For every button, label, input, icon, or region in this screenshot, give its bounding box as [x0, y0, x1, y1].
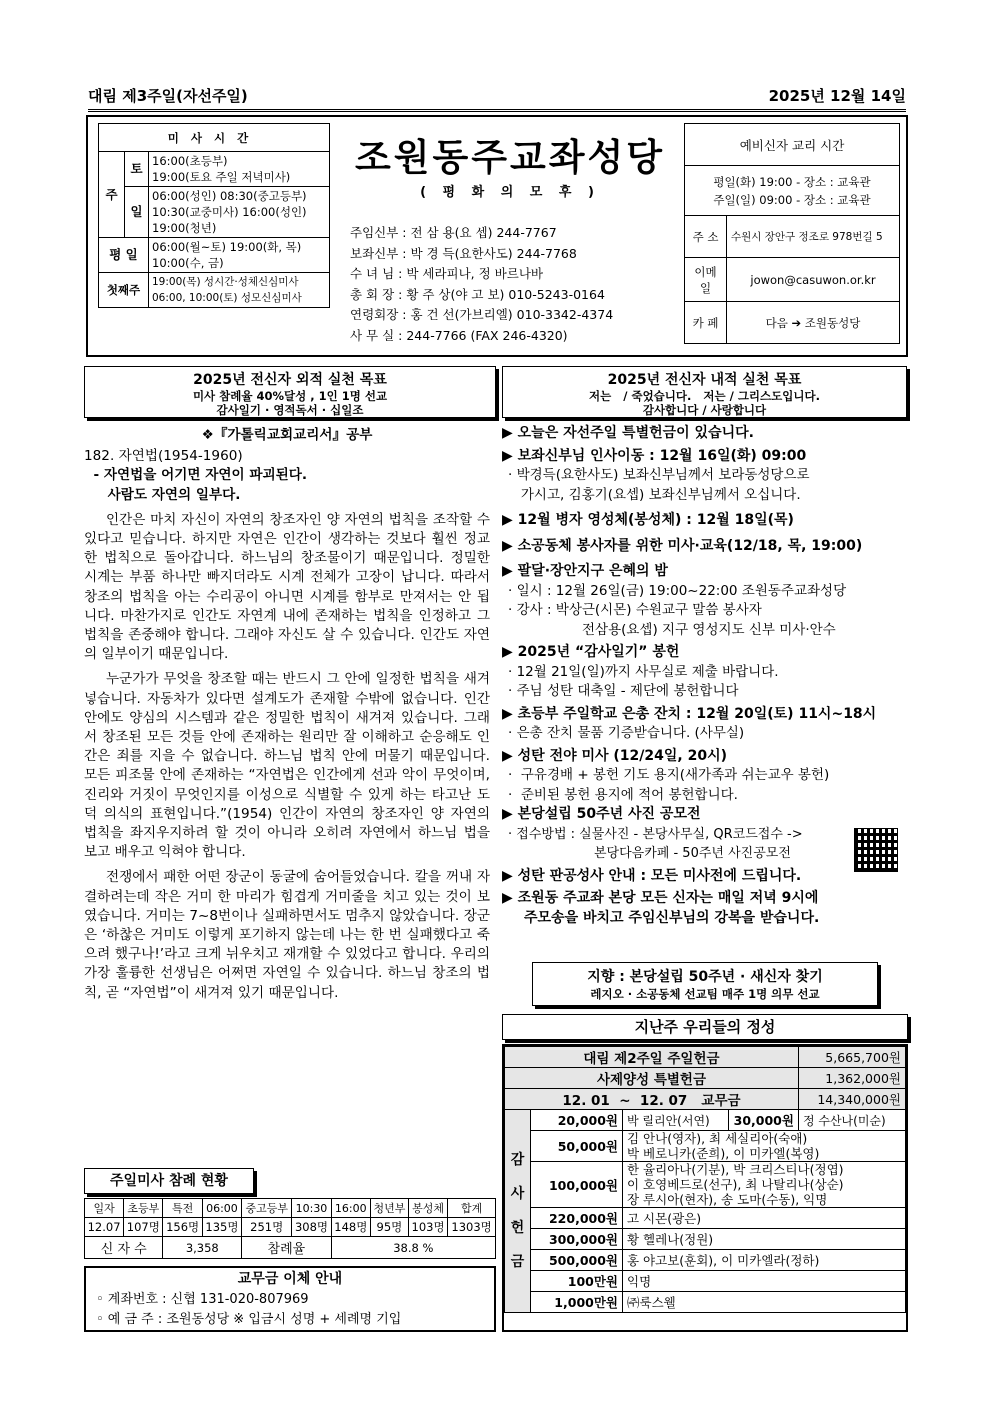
- parish-subtitle: ( 평 화 의 모 후 ): [420, 185, 600, 200]
- time-line: 06:00(성인) 08:30(중고등부): [152, 189, 307, 203]
- offering-row: [505, 1229, 906, 1250]
- col-header: 합계: [448, 1199, 496, 1218]
- cafe-label: 카 페: [685, 302, 727, 344]
- col-header: 특전: [163, 1199, 202, 1218]
- announcement: ▶ 초등부 주일학교 은총 잔치 : 12월 20일(토) 11시~18시: [502, 705, 908, 725]
- summary-row: [505, 1047, 906, 1068]
- cell: 103명: [408, 1218, 447, 1237]
- catechism-sub: 사람도 자연의 일부다.: [84, 486, 241, 503]
- members-value: 3,358: [163, 1237, 242, 1259]
- col-header: 봉성체: [408, 1199, 447, 1218]
- email-label: 이메일: [685, 258, 727, 302]
- offering-names: [623, 1162, 906, 1208]
- intention-title: 지향 : 본당설립 50주년 · 새신자 찾기: [587, 969, 823, 985]
- time-line: 10:00(수, 금): [152, 256, 224, 270]
- announcement-detail: · 일시 : 12월 26일(금) 19:00~22:00 조원동주교좌성당: [508, 582, 847, 599]
- summary-label: 사제양성 특별헌금: [505, 1068, 799, 1089]
- sunday-sub-label: 일: [125, 187, 149, 238]
- offering-row: [505, 1110, 906, 1131]
- catechumen-times: [685, 166, 900, 216]
- weekday-label: 평 일: [99, 238, 149, 273]
- catechumen-time: 평일(화) 19:00 - 장소 : 교육관: [713, 174, 871, 189]
- catechism-heading: 182. 자연법(1954-1960): [84, 448, 243, 465]
- goal-line: 미사 참례율 40%달성 , 1인 1명 선교: [192, 389, 388, 403]
- time-line: 19:00(토요 주일 저녁미사): [152, 170, 291, 184]
- col-header: 06:00: [202, 1199, 241, 1218]
- intention-sub: 레지오 · 소공동체 선교팀 매주 1명 의무 선교: [590, 987, 820, 1001]
- label-char: 금: [510, 1254, 525, 1270]
- announcement: ▶ 성탄 판공성사 안내 : 모든 미사전에 드립니다.: [502, 867, 908, 887]
- label-char: 헌: [510, 1220, 525, 1236]
- liturgical-day: 대림 제3주일(자선주일): [88, 87, 248, 105]
- cell: 156명: [163, 1218, 202, 1237]
- offering-row: [505, 1208, 906, 1229]
- bulletin-date: 2025년 12월 14일: [768, 87, 906, 105]
- time-line: 19:00(청년): [152, 221, 217, 235]
- name-line: 한 율리아나(기분), 박 크리스티나(정엽): [627, 1162, 844, 1177]
- catechumen-title: 예비신자 교리 시간: [685, 124, 900, 166]
- goal-title: 2025년 전신자 내적 실천 목표: [607, 372, 802, 388]
- announcement-detail: · 접수방법 : 실물사진 - 본당사무실, QR코드접수 ->: [508, 826, 803, 842]
- address-label: 주 소: [685, 216, 727, 258]
- goal-line: 저는 / 죽었습니다. 저는 / 그리스도입니다.: [589, 389, 820, 403]
- offering-amount: 30,000원: [728, 1110, 798, 1131]
- offering-amount: 500,000원: [531, 1250, 623, 1271]
- first-week-label: 첫째주: [99, 273, 149, 308]
- weekday-times: [149, 238, 330, 273]
- catechism-paragraph: 전쟁에서 패한 어떤 장군이 동굴에 숨어들었습니다. 칼을 꺼내 자결하려는데 작은 거미 한 마리가 힘겹게 거미줄을 치고 있는 것이 보였습니다. 거미는 7~8번이나 실패하면서도 멈추지 않았습니다. 장군은 ‘하찮은 거미도 이렇게 포기하지 않는데 나는 한 번 실패했다고 죽으려 했구나!’라고 크게 뉘우치고 재개할 수 있었다고 합니다. 우리의 가장 훌륭한 선생님은 어쩌면 자연일 수 있습니다. 하느님 창조의 법칙, 곧 “자연법”이 새겨져 있기 때문입니다.: [84, 869, 490, 1001]
- cell: 251명: [242, 1218, 292, 1237]
- staff-line: 연령회장 : 홍 건 선(가브리엘) 010-3342-4374: [350, 307, 614, 322]
- mass-attendance-table: [84, 1198, 496, 1259]
- announcement: ▶ 성탄 전야 미사 (12/24일, 20시): [502, 747, 908, 767]
- mass-attendance-title: 주일미사 참례 현황: [84, 1168, 254, 1194]
- offering-row: [505, 1250, 906, 1271]
- announcement: ▶ 조원동 주교좌 본당 모든 신자는 매일 저녁 9시에: [502, 889, 908, 909]
- col-header: 초등부: [124, 1199, 163, 1218]
- rate-label: 참례율: [242, 1237, 332, 1259]
- announcement-detail: · 박경득(요한사도) 보좌신부님께서 보라동성당으로: [508, 467, 810, 483]
- offerings-table: [504, 1046, 906, 1313]
- saturday-label: 토: [125, 152, 149, 187]
- announcement-detail: · 주님 성탄 대축일 - 제단에 봉헌합니다: [508, 683, 739, 699]
- time-line: 16:00(초등부): [152, 154, 228, 168]
- address-value: 수원시 장안구 정조로 978번길 5: [727, 216, 900, 258]
- inner-practice-goal: [502, 366, 907, 418]
- time-line: 06:00(월~토) 19:00(화, 목): [152, 240, 302, 254]
- sunday-times: [149, 187, 330, 238]
- catechism-paragraph: 인간은 마치 자신이 자연의 창조자인 양 자연의 법칙을 조작할 수 있다고 믿습니다. 하지만 자연은 인간이 생각하는 것보다 훨씬 정교한 법칙으로 돌아갑니다. 하느님의 창조물이기 때문입니다. 정밀한 시계는 부품 하나만 빠지더라도 시계 전체가 고장이 납니다. 따라서 창조의 법칙을 아는 수리공이 아니면 시계를 함부로 만져서는 안 됩니다. 마찬가지로 인간도 자연계 내에 존재하는 법칙을 인정하고 그 법칙을 존중해야 합니다. 그래야 자신도 살 수 있습니다. 인간도 자연의 일부이기 때문입니다.: [84, 511, 490, 663]
- announcement: ▶ 오늘은 자선주일 특별헌금이 있습니다.: [502, 424, 908, 444]
- goal-title: 2025년 전신자 외적 실천 목표: [193, 372, 387, 388]
- staff-line: 주임신부 : 전 삼 용(요 셉) 244-7767: [350, 225, 557, 240]
- label-char: 사: [510, 1186, 525, 1202]
- announcement-detail: · 준비된 봉헌 용지에 적어 봉헌합니다.: [508, 786, 738, 803]
- bulletin-topline: [88, 86, 906, 112]
- offering-amount: 50,000원: [531, 1131, 623, 1162]
- staff-list: [350, 223, 690, 346]
- offering-amount: 100만원: [531, 1271, 623, 1292]
- cell: 148명: [331, 1218, 370, 1237]
- mass-times-header: 미사시간: [99, 124, 330, 152]
- offering-names: 황 헬레나(정원): [623, 1229, 906, 1250]
- offering-names: 홍 야고보(훈회), 이 미카엘라(정하): [623, 1250, 906, 1271]
- staff-line: 수 녀 님 : 박 세라피나, 정 바르나바: [350, 266, 543, 281]
- announcement-detail: · 은총 잔치 물품 기증받습니다. (사무실): [508, 725, 745, 741]
- offering-amount: 100,000원: [531, 1162, 623, 1208]
- announcement: ▶ 12월 병자 영성체(봉성체) : 12월 18일(목): [502, 511, 908, 531]
- outer-practice-goal: [84, 366, 496, 418]
- cell: 12.07: [85, 1218, 124, 1237]
- offering-names: [623, 1131, 906, 1162]
- announcement-detail: 본당다음카페 - 50주년 사진공모전: [594, 846, 791, 861]
- parish-info-table: [684, 123, 900, 344]
- col-header: 중고등부: [242, 1199, 292, 1218]
- rate-value: 38.8 %: [331, 1237, 495, 1259]
- offerings-box: [502, 1044, 908, 1332]
- transfer-holder: ◦ 예 금 주 : 조원동성당 ※ 입금시 성명 + 세례명 기입: [96, 1312, 402, 1327]
- offering-names: 정 수산나(미순): [798, 1110, 905, 1131]
- catechism-sub: - 자연법을 어기면 자연이 파괴된다.: [84, 467, 308, 484]
- col-header: 일자: [85, 1199, 124, 1218]
- mass-times-table: [98, 123, 330, 308]
- staff-line: 보좌신부 : 박 경 득(요한사도) 244-7768: [350, 245, 577, 261]
- name-line: 이 호영베드로(선구), 최 나탈리나(상순): [627, 1177, 844, 1192]
- offering-names: 고 시몬(광은): [623, 1208, 906, 1229]
- catechism-paragraph: 누군가가 무엇을 창조할 때는 반드시 그 안에 일정한 법칙을 새겨넣습니다. 자동차가 있다면 설계도가 존재할 수밖에 없습니다. 인간 안에도 양심의 시스템과 같은 정밀한 법칙이 새겨져 있습니다. 그래서 창조된 모든 것들 안에 존재하는 원리만 잘 이해하고 순응해도 인간은 죄를 지을 수 없습니다. 하느님 법칙 안에 머물기 때문입니다. 모든 피조물 안에 존재하는 “자연법은 인간에게 선과 악이 무엇이며, 진리와 거짓이 무엇인지를 이성으로 식별할 수 있게 하는 타고난 도덕 의식의 표현입니다.”(1954) 인간이 자연의 창조자인 양 자연의 법칙을 좌지우지하려 할 것이 아니라 오히려 자연에서 하느님 법을 보고 배우고 익혀야 합니다.: [84, 671, 490, 861]
- announcement: ▶ 팔달·장안지구 은혜의 밤: [502, 562, 908, 582]
- offering-row: [505, 1271, 906, 1292]
- attendance-row: [85, 1218, 496, 1237]
- summary-row: [505, 1068, 906, 1089]
- offerings-title: 지난주 우리들의 정성: [502, 1014, 908, 1040]
- attendance-summary-row: [85, 1237, 496, 1259]
- saturday-times: [149, 152, 330, 187]
- name-line: 장 루시아(현자), 송 도마(수동), 익명: [627, 1192, 828, 1207]
- label-char: 감: [510, 1152, 525, 1168]
- intention-box: [532, 962, 878, 1006]
- announcement: ▶ 본당설립 50주년 사진 공모전: [502, 805, 908, 825]
- announcement: ▶ 보좌신부님 인사이동 : 12월 16일(화) 09:00: [502, 447, 908, 467]
- announcement: ▶ 2025년 “감사일기” 봉헌: [502, 643, 908, 663]
- offering-row: [505, 1131, 906, 1162]
- cell: 95명: [370, 1218, 408, 1237]
- cell: 1303명: [448, 1218, 496, 1237]
- summary-label: 대림 제2주일 주일헌금: [505, 1047, 799, 1068]
- col-header: 10:30: [292, 1199, 331, 1218]
- announcement-detail: · 강사 : 박상근(시몬) 수원교구 말씀 봉사자: [508, 602, 762, 618]
- cell: 308명: [292, 1218, 331, 1237]
- time-line: 10:30(교중미사) 16:00(성인): [152, 205, 307, 219]
- offering-row: [505, 1292, 906, 1313]
- cafe-link[interactable]: 다음 ➔ 조원동성당: [727, 302, 900, 344]
- qr-code-icon[interactable]: [854, 828, 898, 872]
- members-label: 신 자 수: [85, 1237, 163, 1259]
- offering-transfer-box: [84, 1266, 496, 1332]
- summary-row: [505, 1089, 906, 1110]
- time-line: 06:00, 10:00(토) 성모신심미사: [152, 292, 302, 304]
- offering-amount: 20,000원: [531, 1110, 623, 1131]
- catechumen-time: 주일(일) 09:00 - 장소 : 교육관: [713, 192, 871, 207]
- sunday-label: 주: [99, 152, 125, 238]
- offering-names: 박 릴리안(서연): [623, 1110, 729, 1131]
- offering-amount: 1,000만원: [531, 1292, 623, 1313]
- announcement-detail: · 12월 21일(일)까지 사무실로 제출 바랍니다.: [508, 663, 779, 680]
- catechism-title: ❖『가톨릭교회교리서』공부: [201, 427, 373, 443]
- time-line: 19:00(목) 성시간·성체신심미사: [152, 276, 299, 288]
- summary-value: 1,362,000원: [798, 1068, 905, 1089]
- staff-line: 사 무 실 : 244-7766 (FAX 246-4320): [350, 327, 568, 343]
- col-header: 청년부: [370, 1199, 408, 1218]
- cell: 135명: [202, 1218, 241, 1237]
- announcement-detail: · 구유경배 + 봉헌 기도 용지(새가족과 쉬는교우 봉헌): [508, 767, 830, 783]
- staff-line: 총 회 장 : 황 주 상(야 고 보) 010-5243-0164: [350, 286, 605, 302]
- offering-names: 익명: [623, 1271, 906, 1292]
- offering-amount: 220,000원: [531, 1208, 623, 1229]
- transfer-account: ◦ 계좌번호 : 신협 131-020-807969: [96, 1292, 309, 1307]
- summary-label: 12. 01 ~ 12. 07 교무금: [505, 1089, 799, 1110]
- cell: 107명: [124, 1218, 163, 1237]
- email-link[interactable]: jowon@casuwon.or.kr: [727, 258, 900, 302]
- announcement-detail: 가시고, 김홍기(요셉) 보좌신부님께서 오십니다.: [508, 486, 801, 503]
- attendance-header-row: [85, 1199, 496, 1218]
- name-line: 박 베로니카(준희), 이 미카엘(복영): [627, 1146, 820, 1161]
- col-header: 16:00: [331, 1199, 370, 1218]
- parish-title: 조원동주교좌성당: [355, 135, 665, 179]
- announcement: ▶ 소공동체 봉사자를 위한 미사·교육(12/18, 목, 19:00): [502, 537, 908, 557]
- header-box: [86, 115, 908, 357]
- goal-line: 감사일기 · 영적독서 · 십일조: [216, 403, 364, 417]
- announcement-detail: 전삼용(요셉) 지구 영성지도 신부 미사·안수: [582, 621, 836, 638]
- offering-names: ㈜룩스웰: [623, 1292, 906, 1313]
- announcement-cont: 주모송을 바치고 주임신부님의 강복을 받습니다.: [524, 909, 820, 926]
- announcements-list: [502, 424, 908, 928]
- catechism-article: [84, 426, 490, 1009]
- first-week-times: [149, 273, 330, 308]
- summary-value: 5,665,700원: [798, 1047, 905, 1068]
- summary-value: 14,340,000원: [798, 1089, 905, 1110]
- offering-amount: 300,000원: [531, 1229, 623, 1250]
- name-line: 김 안나(영자), 최 세실리아(숙애): [627, 1131, 808, 1146]
- offering-row: [505, 1162, 906, 1208]
- transfer-title: 교무금 이체 안내: [237, 1271, 343, 1287]
- thanks-offering-label: [505, 1110, 531, 1313]
- goal-line: 감사합니다 / 사랑합니다: [642, 403, 767, 417]
